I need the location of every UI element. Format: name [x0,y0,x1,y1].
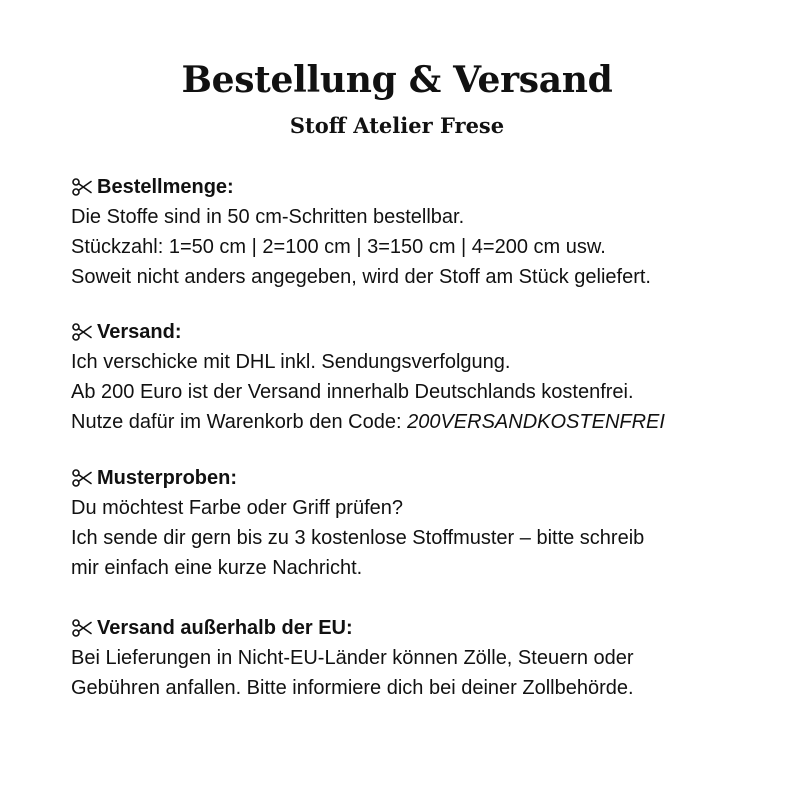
section-heading [71,172,771,202]
page-subtitle: Stoff Atelier Frese [289,113,505,138]
section-text-line: Ich verschicke mit DHL inkl. Sendungsverfolgung. [71,351,511,373]
section-heading-label: Musterproben: [97,467,237,489]
section-heading [71,317,771,347]
code-prefix: Nutze dafür im Warenkorb den Code: [71,411,408,433]
code-line [71,407,771,437]
section-text-line: Gebühren anfallen. Bitte informiere dich bei deiner Zollbehörde. [71,677,634,699]
section-text-line: Stückzahl: 1=50 cm | 2=100 cm | 3=150 cm | 4=200 cm usw. [71,236,606,258]
section-text-line: Ab 200 Euro ist der Versand innerhalb Deutschlands kostenfrei. [71,381,634,403]
section-heading-label: Versand außerhalb der EU: [97,617,353,639]
scissors-icon [71,321,93,343]
section-heading [71,613,771,643]
section-heading-label: Bestellmenge: [97,176,234,198]
page-title: Bestellung & Versand [181,59,613,101]
section-text-line: Die Stoffe sind in 50 cm-Schritten bestellbar. [71,206,465,228]
scissors-icon [71,617,93,639]
scissors-icon [71,176,93,198]
section-text-line: mir einfach eine kurze Nachricht. [71,557,363,579]
section-bestellmenge [71,172,771,292]
section-versand-ausserhalb-eu [71,613,771,703]
scissors-icon [71,467,93,489]
section-heading-label: Versand: [97,321,182,343]
section-text-line: Bei Lieferungen in Nicht-EU-Länder können Zölle, Steuern oder [71,647,634,669]
section-musterproben [71,463,771,583]
section-heading [71,463,771,493]
section-text-line: Ich sende dir gern bis zu 3 kostenlose Stoffmuster – bitte schreib [71,527,645,549]
section-versand [71,317,771,437]
coupon-code: 200VERSANDKOSTENFREI [407,411,665,433]
section-text-line: Soweit nicht anders angegeben, wird der Stoff am Stück geliefert. [71,266,651,288]
section-text-line: Du möchtest Farbe oder Griff prüfen? [71,497,404,519]
